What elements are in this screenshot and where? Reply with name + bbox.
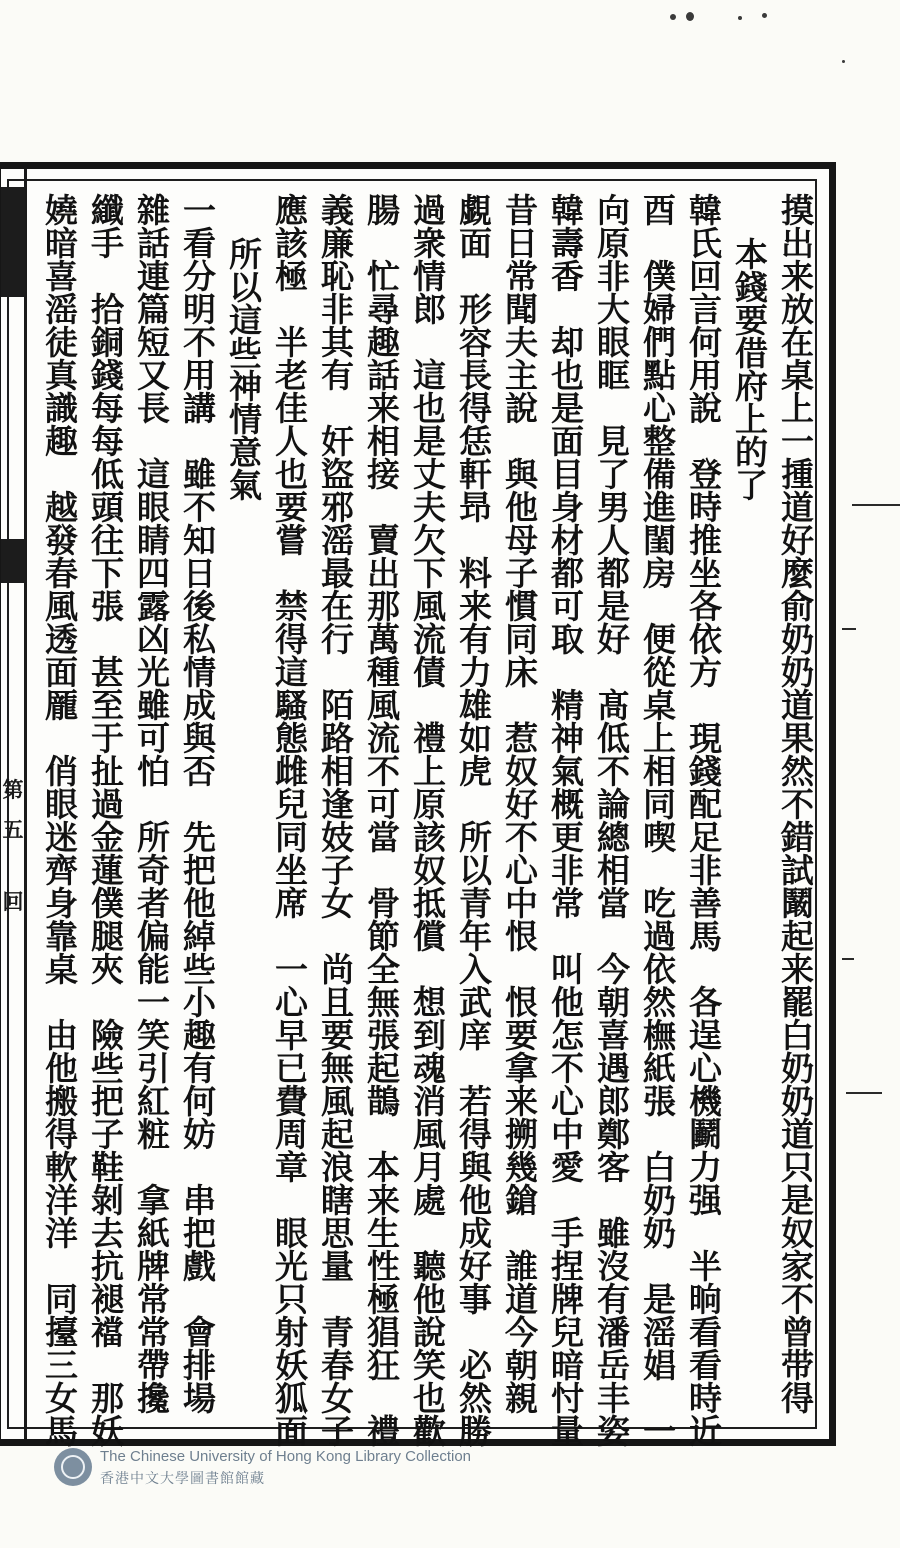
collection-credit-zh: 香港中文大學圖書館館藏 [100, 1471, 265, 1487]
text-column-10: 腸 忙尋趣話来相接 賣出那萬種風流不可當 骨節全無張起鵲 本来生性極猖狂 禮 [362, 193, 401, 1447]
page-frame [0, 162, 836, 1446]
ink-speck [738, 16, 742, 20]
text-column-4: 酉 僕婦們點心整備進閨房 便從桌上相同喫 吃過依然橅紙張 白奶奶 是滛娼 一 [638, 193, 677, 1447]
text-body [37, 193, 817, 1447]
margin-chapter-glyph: 五 [2, 817, 24, 842]
text-column-3: 韓氏回言何用說 登時推坐各依方 現錢配足非善馬 各逞心機鬬力强 半晌看看時近 [684, 193, 723, 1447]
text-column-11: 義廉恥非其有 奸盜邪滛最在行 陌路相逢妓子女 尚且要無風起浪瞎思量 青春女子 [316, 193, 355, 1447]
edge-mark [846, 1092, 882, 1094]
margin-ink-block [1, 539, 25, 583]
text-column-1: 摸出来放在桌上一揰道好麼俞奶奶道果然不錯試鬫起来罷白奶奶道只是奴家不曾带得 [776, 193, 815, 1414]
text-column-14: 一看分明不用講 雖不知日後私情成與否 先把他綽些小趣有何妨 串把戲 會排場 [178, 193, 217, 1414]
text-column-6: 韓壽香 却也是面目身材都可取 精神氣概更非常 叫他怎不心中愛 手捏牌兒暗忖量 [546, 193, 585, 1447]
text-column-13: 所以這些神情意氣 [224, 237, 263, 501]
ink-speck [670, 14, 676, 20]
text-column-9: 過衆情郎 這也是丈夫欠下風流債 禮上原該奴抵償 想到魂消風月處 聽他說笑也歡 [408, 193, 447, 1447]
logo-ring [61, 1455, 85, 1479]
margin-ink-block [1, 187, 25, 297]
edge-mark [842, 628, 856, 630]
text-column-2: 本錢要借府上的了 [730, 237, 769, 501]
ink-speck [686, 12, 694, 21]
margin-strip [1, 169, 27, 1439]
margin-chapter-glyph: 第 [2, 777, 24, 802]
collection-credit-en: The Chinese University of Hong Kong Library Collection [100, 1448, 472, 1465]
text-column-16: 纖手 拾銅錢每每低頭往下張 甚至于扯過金蓮僕腿夾 險些把子鞋剝去抗褪襠 那妖 [86, 193, 125, 1447]
cuhk-library-logo-icon [54, 1448, 92, 1486]
text-column-17: 嬈暗喜滛徒真識趣 越發春風透面龎 俏眼迷齊身靠桌 由他搬得軟洋洋 同擡三女馬 [40, 193, 79, 1447]
text-column-8: 覷面 形容長得恁軒昻 料来有力雄如虎 所以青年入武庠 若得與他成好事 必然勝 [454, 193, 493, 1447]
text-column-7: 昔日常聞夫主說 與他母子慣同床 惹奴好不心中恨 恨要拿来搠幾鎗 誰道今朝親 [500, 193, 539, 1414]
text-column-5: 向原非大眼眶 見了男人都是好 髙低不論總相當 今朝喜遇郎鄭客 雖沒有潘岳丰姿 [592, 193, 631, 1447]
text-column-12: 應該極 半老佳人也要嘗 禁得這騷態雌兒同坐席 一心早已費周章 眼光只射妖狐面 [270, 193, 309, 1447]
edge-mark [852, 504, 900, 506]
edge-mark [842, 958, 854, 960]
ink-speck [762, 13, 767, 18]
library-watermark [54, 1446, 574, 1492]
margin-chapter-glyph: 回 [2, 889, 24, 914]
ink-speck [842, 60, 845, 63]
text-column-15: 雜話連篇短又長 這眼睛四露凶光雖可怕 所奇者偏能一笑引紅粧 拿紙牌常常帶攙 [132, 193, 171, 1414]
